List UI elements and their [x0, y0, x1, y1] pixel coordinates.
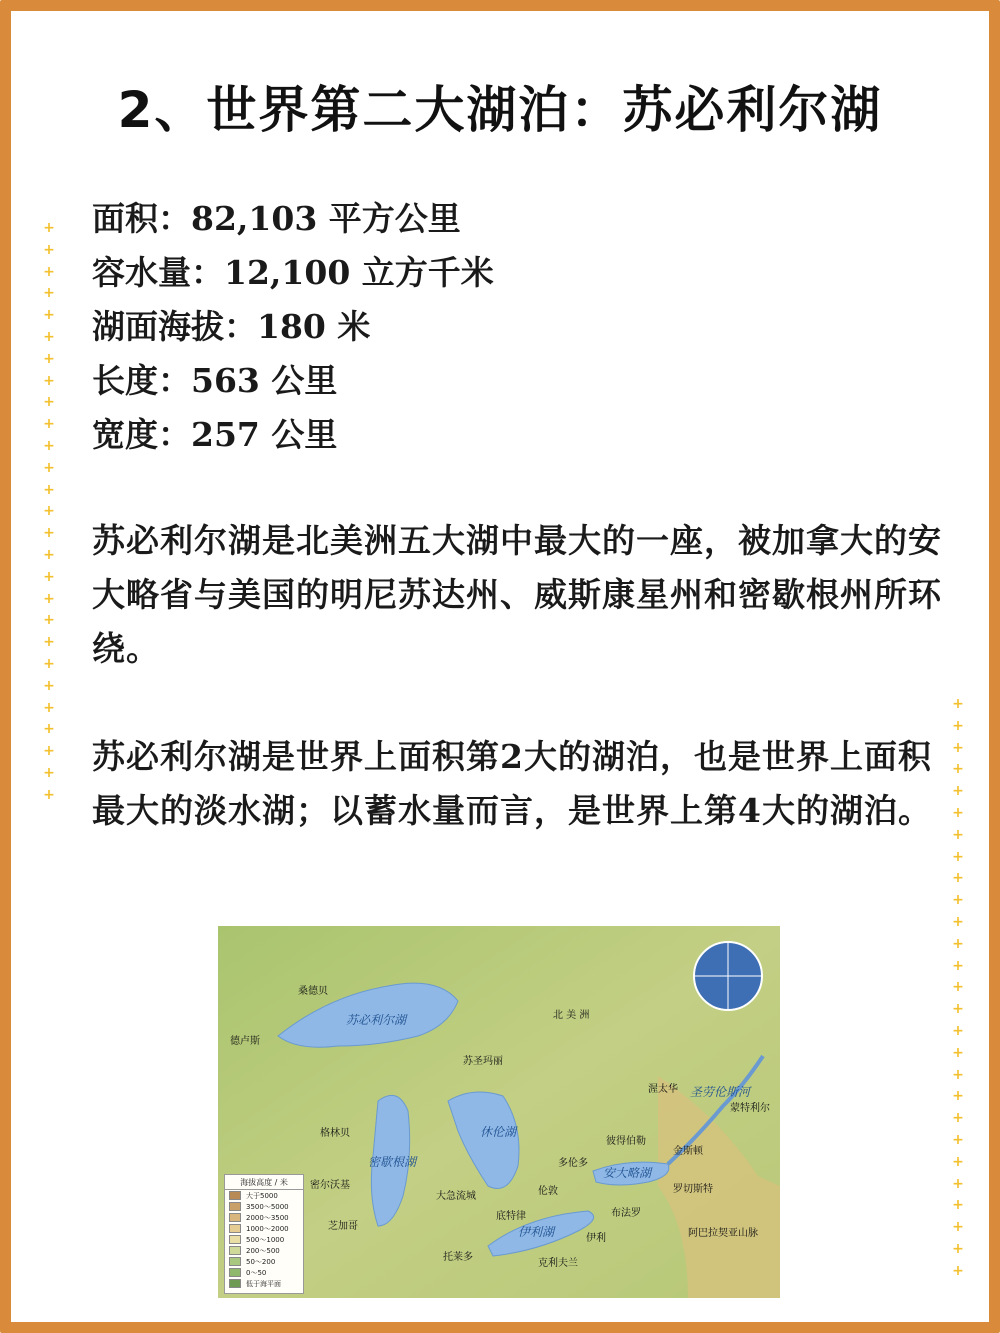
city-label: 多伦多: [558, 1158, 588, 1169]
city-label: 苏圣玛丽: [463, 1056, 503, 1067]
city-label: 渥太华: [648, 1084, 678, 1095]
legend-swatch: [229, 1224, 241, 1233]
lake-label-ontario: 安大略湖: [603, 1166, 652, 1180]
paragraph-location: 苏必利尔湖是北美洲五大湖中最大的一座，被加拿大的安大略省与美国的明尼苏达州、威斯康星州和密歇根州所环绕。: [92, 521, 942, 668]
mountains-label: 阿巴拉契亚山脉: [688, 1228, 758, 1239]
legend-label: 大于5000: [246, 1191, 278, 1200]
legend-item: [225, 1190, 303, 1201]
legend-label: 500～1000: [246, 1235, 285, 1244]
city-label: 大急流城: [436, 1191, 476, 1202]
lake-label-huron: 休伦湖: [480, 1125, 517, 1139]
legend-swatch: [229, 1246, 241, 1255]
legend-item: [225, 1212, 303, 1223]
decorative-stars-left: + + + + + + + + + + + + + + + + + + + + + + + + + + +: [43, 220, 55, 803]
legend-item: [225, 1278, 303, 1289]
region-label: 北 美 洲: [553, 1010, 590, 1021]
city-label: 芝加哥: [328, 1221, 358, 1232]
lake-label-erie: 伊利湖: [518, 1225, 555, 1239]
great-lakes-map: [218, 926, 780, 1298]
legend-swatch: [229, 1235, 241, 1244]
legend-swatch: [229, 1279, 241, 1288]
city-label: 德卢斯: [230, 1036, 260, 1047]
legend-label: 3500～5000: [246, 1202, 289, 1211]
legend-item: [225, 1245, 303, 1256]
legend-item: [225, 1256, 303, 1267]
stat-width: 宽度：257 公里: [92, 415, 338, 454]
city-label: 伦敦: [538, 1186, 558, 1197]
legend-label: 低于海平面: [246, 1279, 281, 1288]
city-label: 罗切斯特: [673, 1184, 713, 1195]
paragraph-ranking: 苏必利尔湖是世界上面积第2大的湖泊，也是世界上面积最大的淡水湖；以蓄水量而言，是世界上第4大的湖泊。: [92, 737, 932, 830]
lake-label-michigan: 密歇根湖: [368, 1155, 417, 1169]
lake-label-superior: 苏必利尔湖: [346, 1013, 407, 1027]
stat-volume: 容水量：12,100 立方千米: [92, 253, 494, 292]
city-label: 蒙特利尔: [730, 1103, 770, 1114]
city-label: 伊利: [586, 1233, 606, 1244]
river-label: 圣劳伦斯河: [690, 1085, 751, 1099]
city-label: 彼得伯勒: [606, 1136, 646, 1147]
legend-item: [225, 1267, 303, 1278]
city-label: 布法罗: [611, 1208, 641, 1219]
city-label: 格林贝: [320, 1128, 350, 1139]
legend-swatch: [229, 1213, 241, 1222]
page-title: 2、世界第二大湖泊：苏必利尔湖: [117, 81, 883, 139]
legend-label: 1000～2000: [246, 1224, 289, 1233]
elevation-legend: [224, 1174, 304, 1294]
legend-swatch: [229, 1202, 241, 1211]
legend-label: 200～500: [246, 1246, 280, 1255]
city-label: 金斯顿: [673, 1146, 703, 1157]
legend-item: [225, 1201, 303, 1212]
city-label: 托莱多: [443, 1252, 473, 1263]
stat-area: 面积：82,103 平方公里: [92, 199, 461, 238]
stat-length: 长度：563 公里: [92, 361, 338, 400]
lake-stats: [92, 192, 494, 462]
legend-item: [225, 1223, 303, 1234]
decorative-stars-right: + + + + + + + + + + + + + + + + + + + + + + + + + + +: [952, 696, 964, 1279]
legend-item: [225, 1234, 303, 1245]
legend-title: 海拔高度 / 米: [225, 1175, 303, 1190]
city-label: 密尔沃基: [310, 1180, 350, 1191]
legend-label: 50～200: [246, 1257, 276, 1266]
legend-label: 0～50: [246, 1268, 267, 1277]
city-label: 克利夫兰: [538, 1258, 578, 1269]
city-label: 桑德贝: [298, 986, 328, 997]
legend-swatch: [229, 1191, 241, 1200]
legend-label: 2000～3500: [246, 1213, 289, 1222]
city-label: 底特律: [496, 1211, 526, 1222]
stat-elevation: 湖面海拔：180 米: [92, 307, 371, 346]
legend-swatch: [229, 1268, 241, 1277]
legend-swatch: [229, 1257, 241, 1266]
